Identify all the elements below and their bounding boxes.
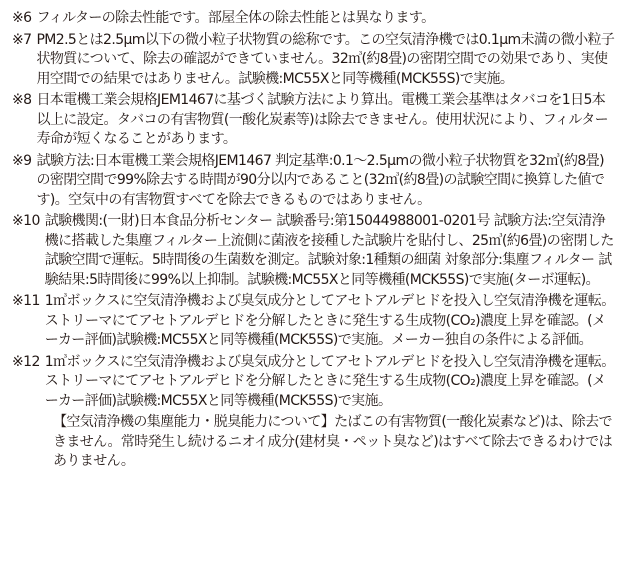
footnote-marker: ※10 — [12, 213, 40, 229]
footnote-10 — [12, 212, 616, 290]
footnote-marker: ※12 — [12, 353, 40, 370]
footnote-marker: ※7 — [12, 31, 32, 48]
footnote-9 — [12, 152, 616, 211]
footnote-text: 日本電機工業会規格JEM1467に基づく試験方法により算出。電機工業会基準はタバコを1日5本以上に設定。タバコの有害物質(一酸化炭素等)は除去できません。使用状況により、フィルター寿命が短くなることがあります。 — [36, 92, 608, 147]
footnote-6 — [12, 9, 616, 29]
footnote-marker: ※6 — [12, 10, 32, 26]
footnote-marker: ※9 — [12, 152, 32, 169]
footnote-text: 1㎥ボックスに空気清浄機および臭気成分としてアセトアルデヒドを投入し空気清浄機を運転。ストリーマにてアセトアルデヒドを分解したときに発生する生成物(CO₂)濃度上昇を確認。(メーカー評価)試験機:MC55Xと同等機種(MCK55S)で実施。メーカー独自の条件による評価。 — [44, 293, 615, 348]
footnote-text: 試験方法:日本電機工業会規格JEM1467 判定基準:0.1～2.5μmの微小粒子状物質を32㎥(約8畳)の密閉空間で99%除去する時間が90分以内であること(32㎥(約8畳)の試験空間に換算した値です)。空気中の有害物質すべてを除去できるものではありません。 — [36, 152, 605, 208]
footnote-11 — [12, 292, 616, 351]
footnote-7 — [12, 31, 616, 90]
footnote-marker: ※8 — [12, 92, 32, 108]
footnote-text: 1㎥ボックスに空気清浄機および臭気成分としてアセトアルデヒドを投入し空気清浄機を運転。ストリーマにてアセトアルデヒドを分解したときに発生する生成物(CO₂)濃度上昇を確認。(メーカー評価)試験機:MC55Xと同等機種(MCK55S)で実施。 — [44, 353, 615, 409]
footnote-8 — [12, 91, 616, 150]
closing-note: 【空気清浄機の集塵能力・脱臭能力について】たばこの有害物質(一酸化炭素など)は、除去できません。常時発生し続けるニオイ成分(建材臭・ペット臭など)はすべて除去できるわけではありません。 — [53, 414, 612, 469]
footnote-text: PM2.5とは2.5μm以下の微小粒子状物質の総称です。この空気清浄機では0.1μm未満の微小粒子状物質について、除去の確認ができていません。32㎥(約8畳)の密閉空間での効果であり、実使用空間での結果ではありません。試験機:MC55Xと同等機種(MCK55S)で実施。 — [36, 31, 615, 87]
footnote-marker: ※11 — [12, 293, 40, 309]
footnote-12 — [12, 353, 616, 412]
footnote-text: フィルターの除去性能です。部屋全体の除去性能とは異なります。 — [36, 10, 435, 26]
footnote-text: 試験機関:(一財)日本食品分析センター 試験番号:第15044988001-0201号 試験方法:空気清浄機に搭載した集塵フィルター上流側に菌液を接種した試験片を貼付し、25㎥(約6畳)の密閉した試験空間で運転。5時間後の生菌数を測定。試験対象:1種類の細菌 対象部分:集塵フィルター 試験結果:5時間後に99%以上抑制。試験機:MC55Xと同等機種(MCK55S)で実施(ターボ運転)。 — [44, 213, 614, 288]
